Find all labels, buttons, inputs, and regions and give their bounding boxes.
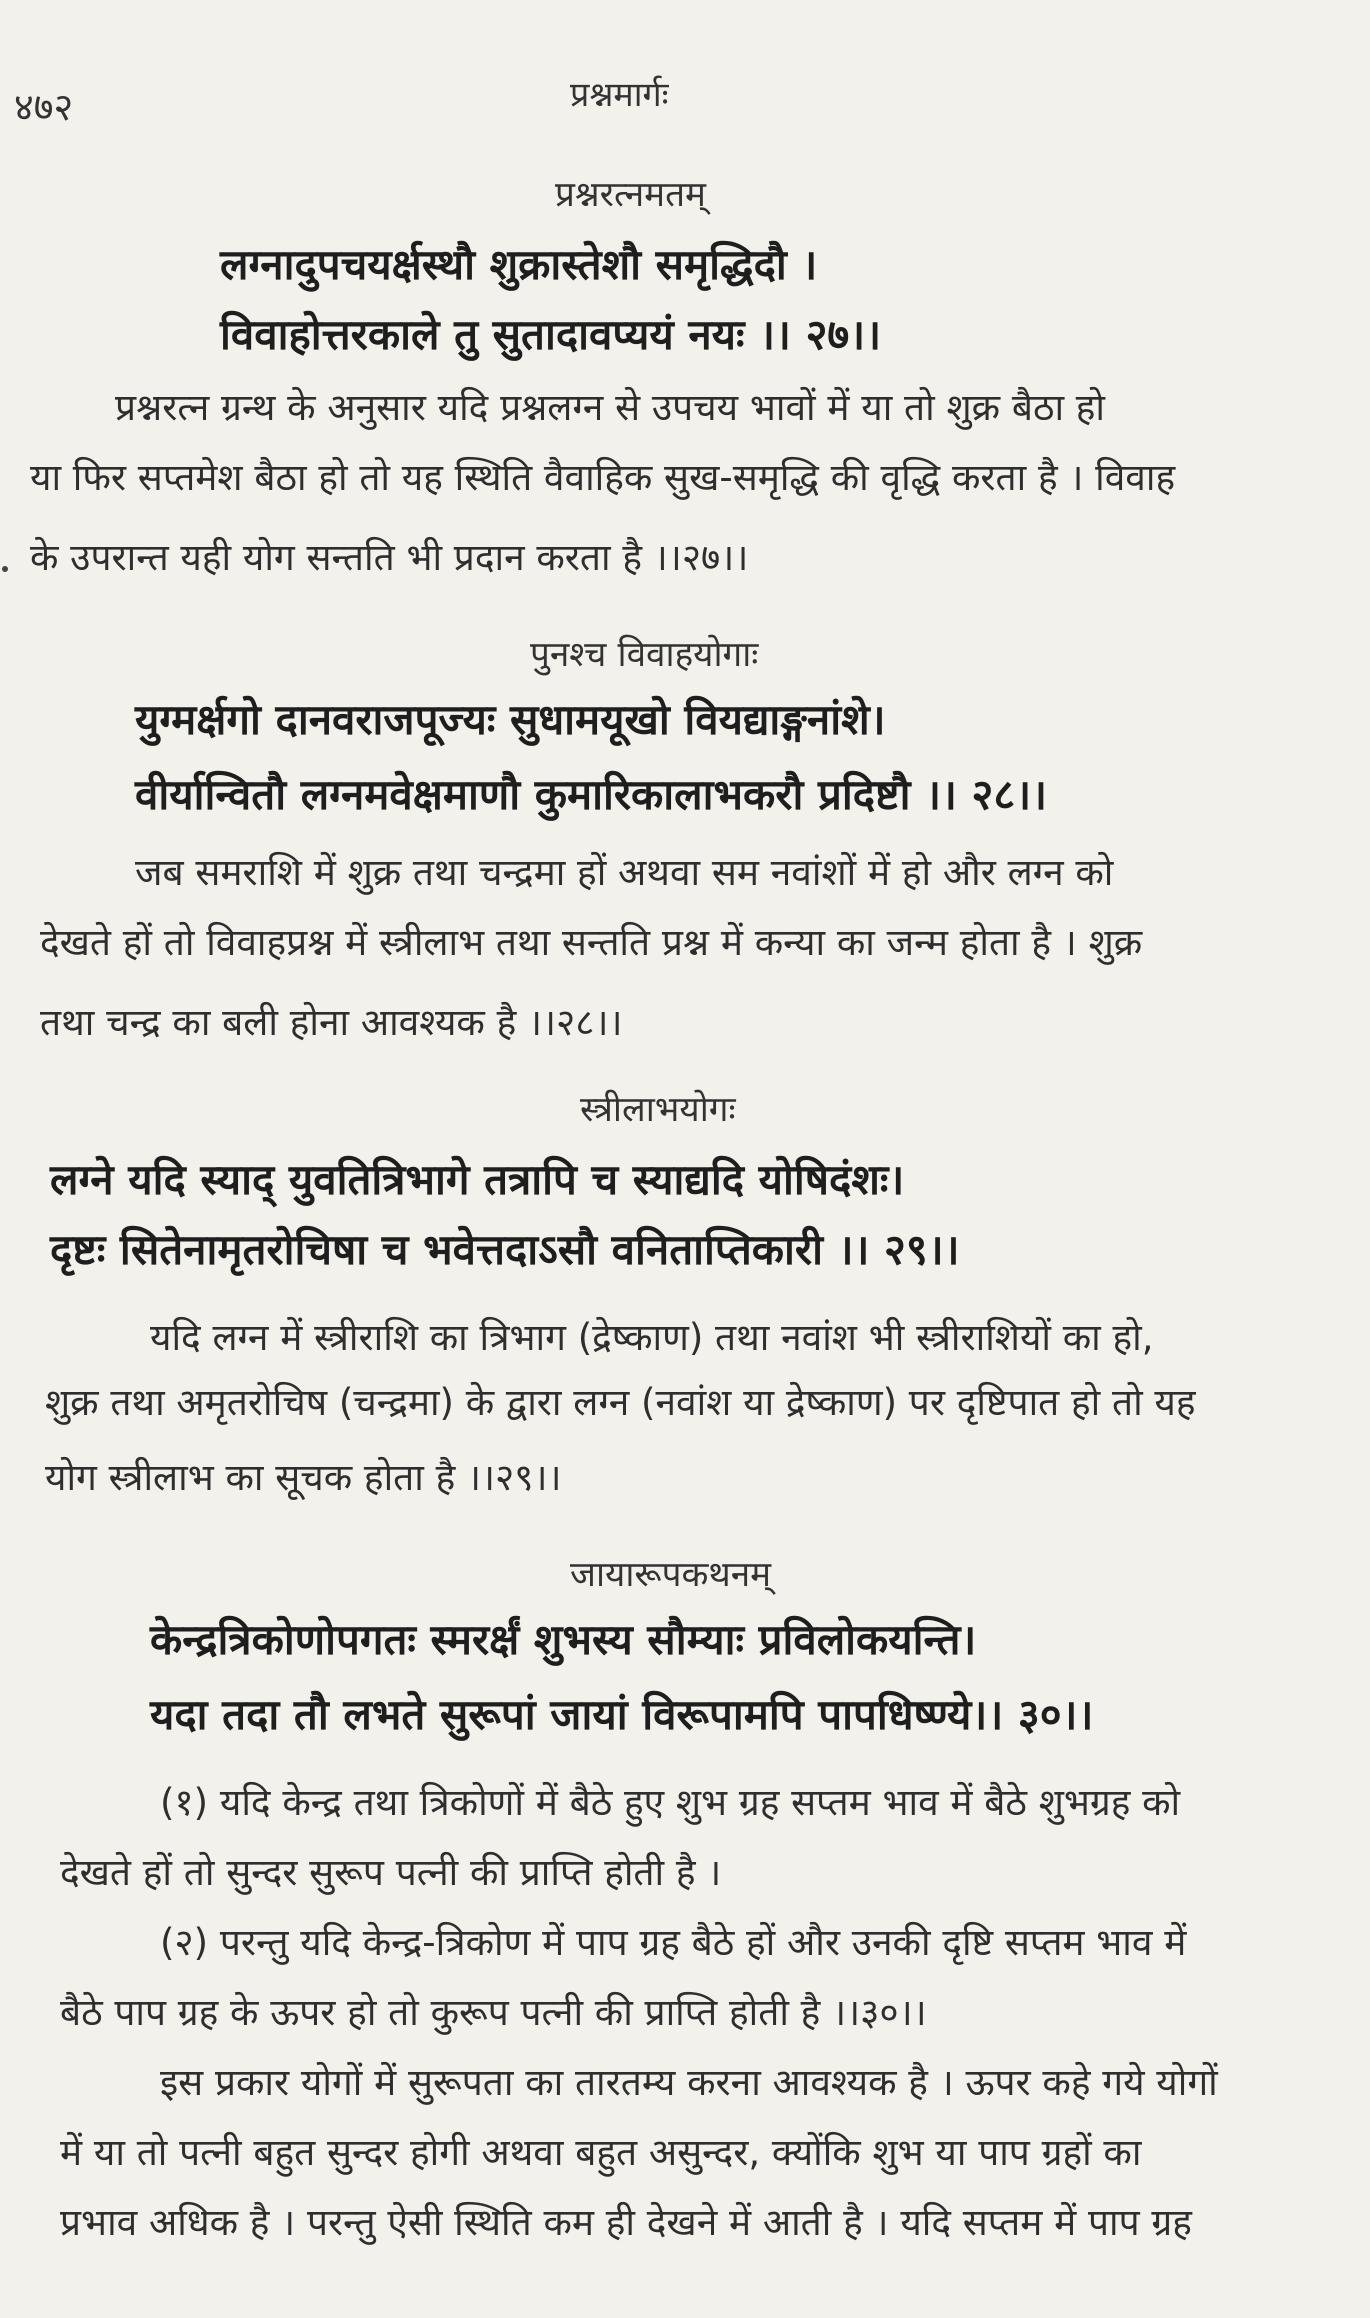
commentary-line: देखते हों तो विवाहप्रश्न में स्त्रीलाभ तथा सन्तति प्रश्न में कन्या का जन्म होता है । शुक्र [40, 921, 1143, 964]
verse-line: लग्नादुपचयर्क्षस्थौ शुक्रास्तेशौ समृद्धिदौ । [220, 240, 818, 289]
section-heading: स्त्रीलाभयोगः [580, 1090, 736, 1130]
verse-line: केन्द्रत्रिकोणोपगतः स्मरर्क्षं शुभस्य सौम्याः प्रविलोकयन्ति। [150, 1615, 977, 1664]
commentary-line: जब समराशि में शुक्र तथा चन्द्रमा हों अथवा सम नवांशों में हो और लग्न को [135, 851, 1114, 894]
commentary-line: प्रभाव अधिक है । परन्तु ऐसी स्थिति कम ही देखने में आती है । यदि सप्तम में पाप ग्रह [60, 2201, 1192, 2244]
section-heading: प्रश्नरत्नमतम् [555, 175, 706, 215]
commentary-line: में या तो पत्नी बहुत सुन्दर होगी अथवा बहुत असुन्दर, क्योंकि शुभ या पाप ग्रहों का [60, 2131, 1142, 2174]
commentary-line: बैठे पाप ग्रह के ऊपर हो तो कुरूप पत्नी की प्राप्ति होती है ।।३०।। [60, 1991, 927, 2034]
commentary-line: के उपरान्त यही योग सन्तति भी प्रदान करता है ।।२७।। [30, 536, 749, 579]
section-heading: जायारूपकथनम् [570, 1555, 772, 1595]
running-head: प्रश्नमार्गः [570, 75, 669, 115]
verse-line: वीर्यान्वितौ लग्नमवेक्षमाणौ कुमारिकालाभकरौ प्रदिष्टौ ।। २८।। [135, 770, 1048, 819]
ink-dot [2, 566, 8, 572]
commentary-line: या फिर सप्तमेश बैठा हो तो यह स्थिति वैवाहिक सुख-समृद्धि की वृद्धि करता है । विवाह [30, 456, 1176, 499]
commentary-line: यदि लग्न में स्त्रीराशि का त्रिभाग (द्रेष्काण) तथा नवांश भी स्त्रीराशियों का हो, [150, 1316, 1154, 1359]
section-heading: पुनश्च विवाहयोगाः [530, 635, 759, 675]
verse-line: यदा तदा तौ लभते सुरूपां जायां विरूपामपि पापधिष्ण्ये।। ३०।। [150, 1690, 1094, 1739]
verse-line: विवाहोत्तरकाले तु सुतादावप्ययं नयः ।। २७।। [220, 310, 882, 359]
page-number: ४७२ [14, 85, 74, 129]
commentary-line: इस प्रकार योगों में सुरूपता का तारतम्य करना आवश्यक है । ऊपर कहे गये योगों [160, 2061, 1218, 2104]
commentary-line: तथा चन्द्र का बली होना आवश्यक है ।।२८।। [40, 1001, 623, 1044]
verse-line: दृष्टः सितेनामृतरोचिषा च भवेत्तदाऽसौ वनिताप्तिकारी ।। २९।। [50, 1225, 960, 1274]
commentary-line: शुक्र तथा अमृतरोचिष (चन्द्रमा) के द्वारा लग्न (नवांश या द्रेष्काण) पर दृष्टिपात हो तो यह [45, 1381, 1196, 1424]
commentary-line: (२) परन्तु यदि केन्द्र-त्रिकोण में पाप ग्रह बैठे हों और उनकी दृष्टि सप्तम भाव में [160, 1921, 1187, 1964]
verse-line: लग्ने यदि स्याद् युवतित्रिभागे तत्रापि च स्याद्यदि योषिदंशः। [50, 1155, 905, 1204]
verse-line: युग्मर्क्षगो दानवराजपूज्यः सुधामयूखो वियद्याङ्गनांशे। [135, 695, 886, 744]
commentary-line: (१) यदि केन्द्र तथा त्रिकोणों में बैठे हुए शुभ ग्रह सप्तम भाव में बैठे शुभग्रह को [160, 1781, 1181, 1824]
commentary-line: योग स्त्रीलाभ का सूचक होता है ।।२९।। [45, 1456, 562, 1499]
commentary-line: देखते हों तो सुन्दर सुरूप पत्नी की प्राप्ति होती है । [60, 1851, 722, 1894]
commentary-line: प्रश्नरत्न ग्रन्थ के अनुसार यदि प्रश्नलग्न से उपचय भावों में या तो शुक्र बैठा हो [115, 386, 1106, 429]
